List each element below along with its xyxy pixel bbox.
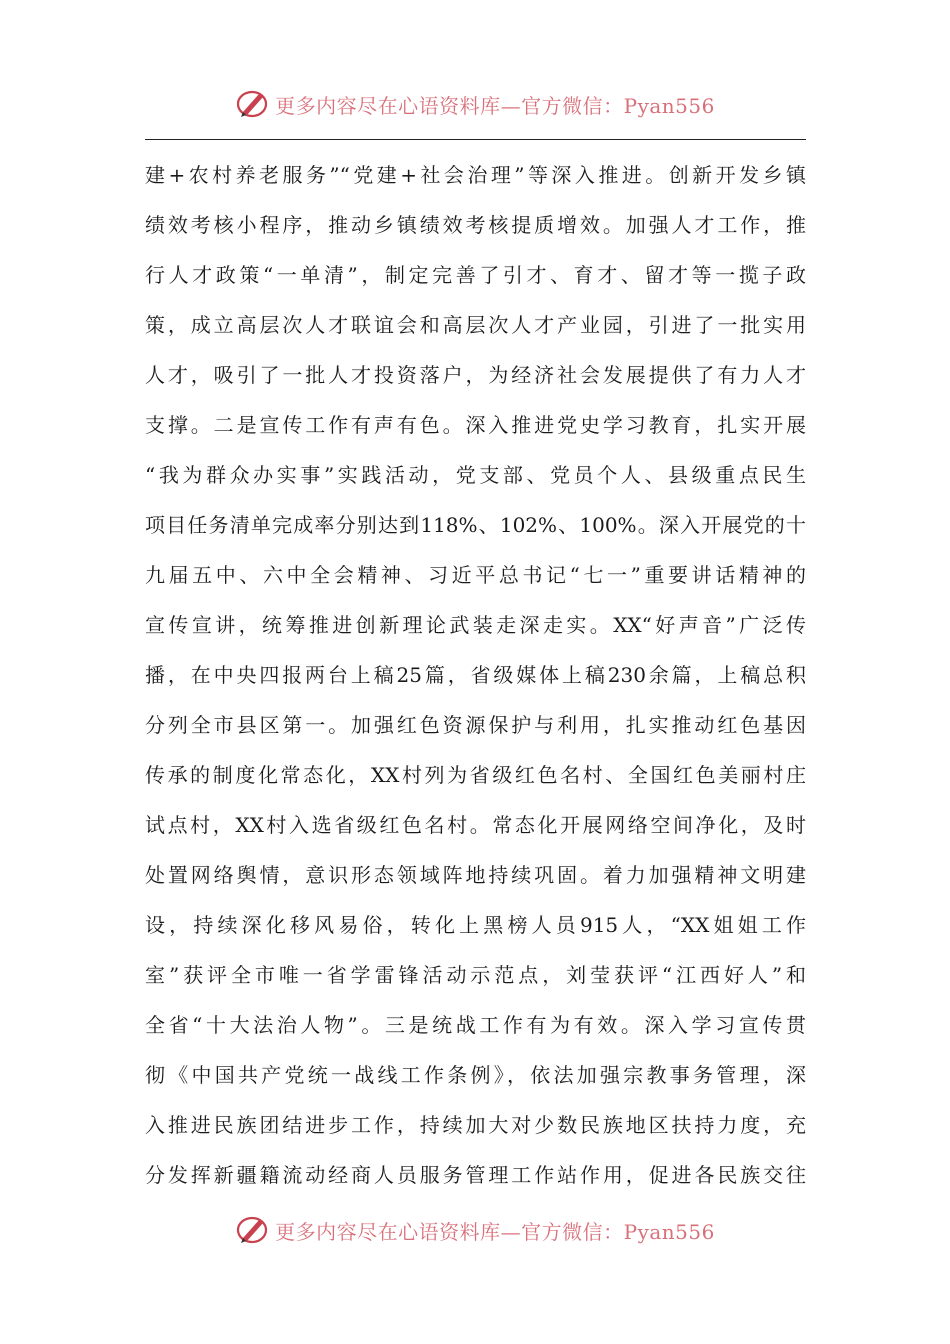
- text-line: 绩效考核小程序，推动乡镇绩效考核提质增效。加强人才工作，推: [145, 213, 806, 237]
- text-line: 彻《中国共产党统一战线工作条例》，依法加强宗教事务管理，深: [145, 1063, 806, 1087]
- header-banner: [0, 84, 950, 124]
- text-line: 播，在中央四报两台上稿25篇，省级媒体上稿230余篇，上稿总积: [145, 663, 806, 687]
- text-line: “我为群众办实事”实践活动，党支部、党员个人、县级重点民生: [145, 463, 806, 487]
- text-line: 全省“十大法治人物”。三是统战工作有为有效。深入学习宣传贯: [145, 1013, 806, 1037]
- text-line: 分列全市县区第一。加强红色资源保护与利用，扎实推动红色基因: [145, 713, 806, 737]
- text-line: 九届五中、六中全会精神、习近平总书记“七一”重要讲话精神的: [145, 563, 806, 587]
- text-line: 人才，吸引了一批人才投资落户，为经济社会发展提供了有力人才: [145, 363, 806, 387]
- text-line: 宣传宣讲，统筹推进创新理论武装走深走实。XX“好声音”广泛传: [145, 613, 806, 637]
- text-line: 传承的制度化常态化，XX村列为省级红色名村、全国红色美丽村庄: [145, 763, 806, 787]
- text-line: 设，持续深化移风易俗，转化上黑榜人员915人，“XX姐姐工作: [145, 913, 806, 937]
- header-banner-text: 更多内容尽在心语资料库—官方微信：Pyan556: [275, 93, 715, 118]
- text-line: 建+农村养老服务”“党建+社会治理”等深入推进。创新开发乡镇: [145, 163, 806, 187]
- text-line: 处置网络舆情，意识形态领域阵地持续巩固。着力加强精神文明建: [145, 863, 806, 887]
- footer-banner-text: 更多内容尽在心语资料库—官方微信：Pyan556: [275, 1219, 715, 1244]
- text-line: 室”获评全市唯一省学雷锋活动示范点，刘莹获评“江西好人”和: [145, 963, 806, 987]
- pen-logo-icon: [235, 1212, 271, 1248]
- text-line: 试点村，XX村入选省级红色名村。常态化开展网络空间净化，及时: [145, 813, 806, 837]
- text-line: 项目任务清单完成率分别达到118%、102%、100%。深入开展党的十: [145, 513, 806, 537]
- header-divider: [145, 139, 806, 140]
- document-body: [145, 150, 806, 1200]
- text-line: 策，成立高层次人才联谊会和高层次人才产业园，引进了一批实用: [145, 313, 806, 337]
- text-line: 分发挥新疆籍流动经商人员服务管理工作站作用，促进各民族交往: [145, 1163, 806, 1187]
- text-line: 行人才政策“一单清”，制定完善了引才、育才、留才等一揽子政: [145, 263, 806, 287]
- pen-logo-icon: [235, 86, 271, 122]
- text-line: 支撑。二是宣传工作有声有色。深入推进党史学习教育，扎实开展: [145, 413, 806, 437]
- text-line: 入推进民族团结进步工作，持续加大对少数民族地区扶持力度，充: [145, 1113, 806, 1137]
- footer-banner: [0, 1210, 950, 1250]
